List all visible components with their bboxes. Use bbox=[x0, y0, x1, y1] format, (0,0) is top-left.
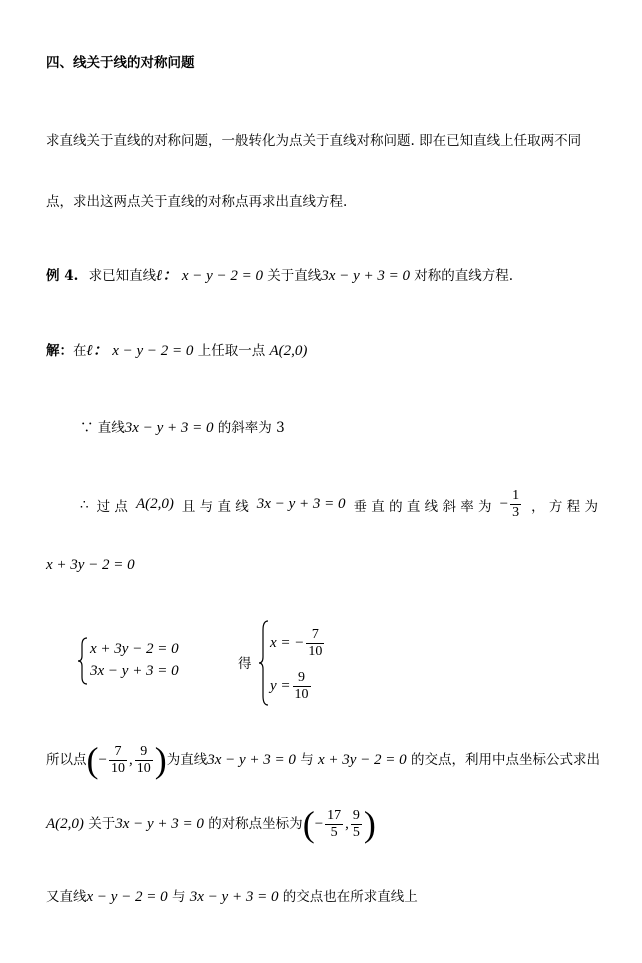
fraction-denominator: 10 bbox=[136, 760, 151, 776]
intersection-text-2: 为直线 bbox=[166, 752, 208, 768]
fraction bbox=[293, 670, 311, 703]
fraction-numerator: 7 bbox=[109, 744, 127, 761]
paragraph-line-1: 求直线关于直线的对称问题，一般转化为点关于直线对称问题. 即在已知直线上任取两不同 bbox=[46, 133, 582, 149]
left-paren: ( bbox=[86, 740, 99, 780]
solution-x-lhs: x = − bbox=[270, 634, 305, 651]
equation-mirror-line: 3x − y + 3 = 0 bbox=[256, 496, 346, 512]
symmetric-text-2: 的对称点坐标为 bbox=[208, 816, 303, 832]
equation-mirror-line: 3x − y + 3 = 0 bbox=[115, 816, 204, 832]
fraction bbox=[351, 808, 362, 841]
equation-mirror-line: 3x − y + 3 = 0 bbox=[189, 889, 279, 905]
perp-text-2: 且 与 直 线 bbox=[181, 498, 249, 515]
solution-start bbox=[46, 341, 307, 361]
left-brace bbox=[77, 637, 89, 690]
perpendicular-equation: x + 3y − 2 = 0 bbox=[318, 752, 407, 768]
paragraph-line-2: 点，求出这两点关于直线的对称点再求出直线方程. bbox=[46, 194, 348, 210]
slope-text-2: 的斜率为 3 bbox=[217, 420, 285, 436]
equation-line-l: x − y − 2 = 0 bbox=[86, 889, 168, 905]
therefore-symbol: ∴ bbox=[80, 496, 89, 513]
perpendicular-equation: x + 3y − 2 = 0 bbox=[46, 557, 135, 573]
fraction-denominator: 5 bbox=[330, 824, 338, 840]
comma: , bbox=[128, 752, 133, 768]
solution-y-lhs: y = bbox=[270, 677, 291, 694]
ell-symbol: ℓ： bbox=[86, 343, 108, 359]
right-paren: ) bbox=[363, 804, 376, 844]
de-label: 得 bbox=[238, 656, 252, 672]
equation-line-l: x − y − 2 = 0 bbox=[112, 343, 194, 359]
point-a: A(2,0) bbox=[135, 496, 174, 512]
fraction bbox=[510, 488, 521, 521]
point-a: A(2,0) bbox=[269, 343, 308, 359]
point-a: A(2,0) bbox=[46, 816, 84, 832]
final-statement bbox=[46, 887, 418, 907]
intersection-statement bbox=[46, 740, 600, 780]
fraction bbox=[306, 627, 324, 660]
final-text-3: 的交点也在所求直线上 bbox=[282, 889, 418, 905]
fraction-denominator: 3 bbox=[512, 505, 520, 520]
comma: , bbox=[345, 816, 349, 832]
solution-y bbox=[270, 664, 326, 708]
because-symbol: ∵ bbox=[80, 420, 94, 436]
perpendicular-statement bbox=[80, 488, 598, 521]
system-row-1: x + 3y − 2 = 0 bbox=[90, 641, 179, 657]
equation-mirror-line: 3x − y + 3 = 0 bbox=[321, 268, 410, 284]
intersection-text-3: 与 bbox=[300, 752, 314, 768]
symmetric-text-1: 关于 bbox=[88, 816, 116, 832]
equation-line-l: x − y − 2 = 0 bbox=[181, 268, 263, 284]
intersection-text-1: 所以点 bbox=[46, 752, 87, 768]
slope-statement bbox=[80, 418, 285, 438]
fraction-denominator: 10 bbox=[308, 643, 323, 659]
left-brace bbox=[258, 620, 270, 711]
equation-mirror-line: 3x − y + 3 = 0 bbox=[124, 420, 214, 436]
fraction bbox=[109, 744, 127, 777]
intersection-text-4: 的交点，利用中点坐标公式求出 bbox=[410, 752, 600, 768]
equation-mirror-line: 3x − y + 3 = 0 bbox=[207, 752, 296, 768]
right-paren: ) bbox=[154, 740, 167, 780]
final-text-2: 与 bbox=[171, 889, 186, 905]
perp-text-3: 垂 直 的 直 线 斜 率 为 bbox=[353, 498, 492, 515]
minus-sign: − bbox=[314, 816, 324, 832]
solution-system bbox=[270, 622, 326, 708]
symmetric-point-statement bbox=[46, 804, 376, 844]
fraction-denominator: 5 bbox=[352, 824, 360, 840]
minus-sign: − bbox=[98, 752, 107, 768]
solution-x bbox=[270, 622, 326, 664]
slope-fraction bbox=[500, 488, 523, 521]
fraction-numerator: 9 bbox=[293, 670, 311, 687]
example-text-2: 关于直线 bbox=[267, 268, 322, 284]
fraction bbox=[135, 744, 153, 777]
fraction-numerator: 9 bbox=[135, 744, 153, 761]
minus-sign: − bbox=[499, 496, 509, 512]
perp-text-4: ， 方 程 为 bbox=[531, 498, 598, 515]
slope-text-1: 直线 bbox=[97, 420, 125, 436]
fraction-denominator: 10 bbox=[294, 686, 309, 702]
equation-system bbox=[90, 638, 179, 682]
system-row-2: 3x − y + 3 = 0 bbox=[90, 663, 179, 679]
example-text-1: 求已知直线 bbox=[88, 268, 157, 284]
fraction-numerator: 1 bbox=[512, 488, 520, 503]
solution-text-2: 上任取一点 bbox=[197, 343, 266, 359]
section-heading: 四、线关于线的对称问题 bbox=[46, 55, 195, 71]
example-text-3: 对称的直线方程. bbox=[414, 268, 514, 284]
fraction-numerator: 9 bbox=[352, 807, 360, 823]
final-text-1: 又直线 bbox=[46, 889, 87, 905]
example-statement bbox=[46, 266, 513, 286]
example-label: 例 4. bbox=[46, 268, 79, 284]
fraction-numerator: 17 bbox=[327, 807, 342, 823]
left-paren: ( bbox=[302, 804, 315, 844]
perp-text-1: 过 点 bbox=[96, 498, 128, 515]
fraction-numerator: 7 bbox=[306, 627, 324, 644]
solution-label: 解： bbox=[46, 343, 73, 359]
solution-text-1: 在 bbox=[73, 343, 87, 359]
ell-symbol: ℓ： bbox=[156, 268, 178, 284]
fraction-denominator: 10 bbox=[110, 760, 125, 776]
fraction bbox=[325, 808, 343, 841]
